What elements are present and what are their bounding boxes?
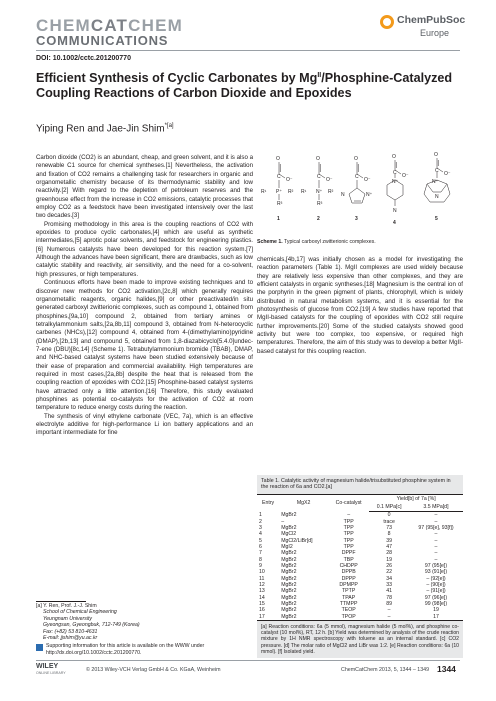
table-cell: 47 (386, 543, 392, 550)
title-superscript: II (317, 72, 322, 79)
table-cell: 17 (409, 614, 463, 621)
atom-label: R¹ (261, 189, 267, 195)
table-cell: MgBr2 (279, 614, 328, 621)
paragraph: Carbon dioxide (CO2) is an abundant, cheap, and green solvent, and it is also a renewable C1 source for chemical syntheses.[1] Nevertheless, the activation and fixation of CO2 remains a challenging task for researchers in organic and organometallic chemistry because of its thermodynamic stability and low reactivity.[2] With regard to the depletion of petroleum reserves and the greenhouse effect from the increase in CO2 emissions, catalytic processes that employ CO2 as a feedstock have been investigated intensively over the last two decades.[3] (36, 154, 253, 220)
table-caption: Table 1. Catalytic activity of magnesium halide/trisubstituted phosphine system in the reaction of 6a and CO2.[a] (257, 475, 463, 494)
author-names: Yiping Ren and Jae-Jin Shim (36, 123, 165, 135)
atom-label: O⁻ (364, 177, 371, 183)
table-cell: – (387, 607, 391, 614)
atom-label: R² (328, 189, 334, 195)
table-cell: TEOP (341, 607, 356, 614)
copyright: © 2013 Wiley-VCH Verlag GmbH & Co. KGaA, Weinheim (86, 667, 221, 673)
footnote-rule (36, 601, 86, 602)
table-cell: TPP (343, 518, 354, 525)
table-cell: 33 (386, 582, 392, 588)
table-cell: 5 (259, 537, 262, 544)
affiliation-line: Fax: (+82) 53 810-4631 (43, 628, 98, 635)
atom-label: O⁻ (402, 173, 409, 179)
table-cell: MgBr2 (281, 582, 297, 588)
table-cell: MgBr2 (281, 607, 297, 614)
atom-label: O⁻ (444, 171, 451, 177)
table-cell: MgBr2 (281, 575, 297, 582)
wiley-logo-sub: ONLINE LIBRARY (36, 671, 66, 675)
column-header: 3.5 MPa[d] (409, 503, 463, 512)
supporting-info-icon (36, 644, 43, 651)
compound-3 (349, 162, 365, 203)
atom-label: N⁺ (432, 179, 439, 185)
atom-label: O (316, 156, 320, 162)
table-cell: TPP (343, 531, 354, 538)
author-list (36, 123, 174, 134)
table-cell: 6 (259, 543, 262, 550)
table-cell: 12 (259, 582, 265, 588)
column-header: Yield[b] of 7a [%] (369, 494, 463, 503)
affiliation-line: Gyeongsan, Gyeongbuk, 712-749 (Korea) (43, 622, 140, 629)
table-cell: 99 (98[e]) (424, 601, 448, 608)
table-cell: – (434, 550, 438, 557)
publisher-region: Europe (420, 28, 450, 38)
table-cell: 34 (386, 575, 392, 582)
compound-label: 5 (435, 216, 438, 222)
table-cell: 89 (386, 601, 392, 608)
atom-label: O (354, 156, 358, 162)
table-cell: 9 (259, 562, 262, 569)
doi: DOI: 10.1002/cctc.201200770 (36, 55, 131, 62)
header-rule (36, 50, 460, 51)
table-cell: 0 (387, 512, 391, 519)
table-cell: 4 (259, 531, 262, 538)
column-header: 0.1 MPa[c] (369, 503, 409, 512)
atom-label: O (434, 152, 438, 158)
table-cell: trace (383, 518, 395, 525)
title-part: /Phosphine-Catalyzed Coupling Reactions of Carbon Dioxide and Epoxides (36, 71, 453, 101)
compound-label: 3 (355, 216, 358, 222)
paragraph: The synthesis of vinyl ethylene carbonate (VEC, 7a), which is an effective electrolyte additive for high-performance Li ion battery applications and an important intermediate for fine (36, 412, 253, 437)
table-cell: MgBr2 (281, 550, 297, 557)
table-cell: 73 (386, 524, 392, 531)
table-cell: MgBr2 (281, 594, 297, 601)
citation: ChemCatChem 2013, 5, 1344 – 1349 (341, 667, 430, 673)
paragraph: Continuous efforts have been made to improve existing techniques and to discover new methods for CO2 activation,[2c,8] which generally requires organometallic reagents, organic halides,[9] or other preactivated/in situ generated carboxyl zwitterionic complexes, such as compound 1, obtained from phosphines,[9a,10] compound 2, obtained from tertiary amines or tetralkylammonium salts,[2a,8b,11] compound 3, obtained from N-heterocyclic carbenes (NHCs),[12] compound 4, obtained from 4-(dimethylamino)pyridine (DMAP),[2b,13] and compound 5, obtained from 1,8-diazabicyclo[5.4.0]undec-7-ene (DBU)[8c,14] (Scheme 1). Tetrabutylammonium bromide (TBAB), DMAP, and NHC-based catalyst systems have been studied extensively because of their ease of preparation and commercial availability. High temperatures are required in most cases,[2a,8b] despite the heat that is released from the coupling reaction of epoxides with CO2.[15] Phosphine-based catalyst systems have attracted only a little attention.[16] Therefore, this study evaluated phosphines as potential co-catalysts for the activation of CO2 at room temperature to reduce energy costs during the reaction. (36, 279, 253, 412)
table-cell: MgBr2 (281, 588, 297, 595)
affiliation-line: School of Chemical Engineering (43, 609, 117, 616)
atom-label: C (277, 174, 281, 180)
table-cell: 78 (386, 594, 392, 601)
publisher-logo (380, 14, 466, 46)
table-cell: – (434, 512, 438, 519)
atom-label: C (317, 174, 321, 180)
table-cell: MgI2 (281, 543, 293, 550)
scheme-caption (257, 239, 376, 245)
table-cell: – (281, 518, 285, 525)
table-cell: MgBr2 (281, 569, 297, 576)
compound-label: 2 (317, 216, 320, 222)
scheme-caption-label: Scheme 1. (257, 239, 283, 245)
table-cell: 41 (386, 588, 392, 595)
affiliation-line: Yeungnam University (43, 615, 93, 622)
table-cell: 19 (433, 607, 439, 614)
table-cell: DPPB (341, 569, 356, 576)
atom-label: O (392, 154, 396, 160)
table-cell: MgBr2 (281, 601, 297, 608)
table-cell: – (347, 511, 351, 518)
table-cell: 16 (259, 607, 265, 614)
table-cell: – (434, 556, 438, 563)
column-header: MgX2 (279, 494, 328, 511)
atom-label: N (341, 192, 345, 198)
supporting-info (36, 643, 253, 656)
chempubsoc-icon (380, 15, 394, 29)
affiliation (36, 603, 253, 656)
table-cell: 13 (259, 588, 265, 595)
table-cell: MgBr2 (281, 511, 297, 518)
atom-label: C (435, 168, 439, 174)
table-cell: 8 (259, 556, 262, 563)
table-cell: MgCl2 (281, 531, 297, 538)
left-column (36, 154, 253, 438)
table-cell: 17 (257, 614, 279, 621)
table-footnote: [a] Reaction conditions: 6a (5 mmol), magnesium halide (5 mol%), and phosphine co-catalyst (10 mol%), RT, 12 h. [b] Yield was determined by analysis of the crude reaction mixture by 1H NMR spectroscopy with toluene as an internal standard. [c] CO2 pressure. [d] The molar ratio of MgCl2 and LiBr was 1:2. [e] Reaction conditions: 6a (10 mmol). [f] Isolated yield. (257, 621, 463, 658)
compound-label: 4 (393, 220, 396, 226)
table-cell: – (434, 531, 438, 538)
atom-label: R³ (277, 201, 283, 207)
table-cell: 97 (96[e]) (424, 594, 448, 601)
wiley-logo: WILEY (36, 663, 59, 670)
page-number: 1344 (437, 664, 456, 674)
title-part: Efficient Synthesis of Cyclic Carbonates by Mg (36, 71, 318, 86)
table-row (257, 512, 463, 519)
paragraph: Promising methodology in this area is the coupling reactions of CO2 with epoxides to produce cyclic carbonates,[4] which are useful as synthetic intermediates,[5] aprotic polar solvents, and feedstock for engineering plastics.[6] Numerous catalysts have been developed for this reaction system.[7] Although the advances have been significant, there are drawbacks, such as low catalytic stability and reactivity, air sensitivity, and the need for a co-solvent, high pressures, or high temperatures. (36, 220, 253, 278)
table-cell: 26 (386, 562, 392, 569)
table-cell: DPPP (341, 575, 356, 582)
table-cell: TPP (343, 543, 354, 550)
table-cell: – (369, 614, 409, 621)
table-1 (257, 475, 463, 658)
table-cell: 2 (259, 518, 262, 525)
table-cell: – (434, 518, 438, 525)
table-cell: 10 (259, 569, 265, 576)
footer-rule (36, 660, 460, 661)
table-cell: – (434, 537, 438, 544)
atom-label: O⁻ (326, 177, 333, 183)
supporting-info-text[interactable]: Supporting information for this article is available on the WWW under http://dx.doi.org/10.1002/cctc.201200770. (46, 643, 205, 656)
atom-label: C (355, 174, 359, 180)
table-cell: 22 (386, 569, 392, 576)
table-cell: TPP (343, 537, 354, 544)
journal-name-part: CHEM (36, 16, 91, 35)
table-cell: DPMPP (339, 582, 358, 588)
right-column (257, 256, 463, 356)
table-cell: 97 (95[e], 93[f]) (418, 524, 454, 531)
atom-label: N⁺ (392, 179, 399, 185)
author-marker: *[a] (164, 123, 174, 129)
compound-label: 1 (277, 216, 280, 222)
table-cell: 11 (259, 575, 265, 582)
table-cell: TTMPP (339, 601, 358, 608)
paragraph: chemicals,[4b,17] was initially chosen as a model for investigating the reaction parameters (Table 1). MgII complexes are used widely because they are relatively less expensive than other complexes, and they are efficient catalysts in organic syntheses.[18] Magnesium is the central ion of the porphyrin in the green pigment of plants, chlorophyll, which is widely distributed in natural metabolism systems, and it is essential for the photosynthesis of glucose from CO2.[19] A few studies have reported that MgII-based catalysts for the coupling of epoxides with CO2 still require further improvements.[20] Some of the studied catalysts showed good activity but were too complex, too expensive, or required high temperatures. Therefore, the aim of this study was to develop a better MgII-based catalyst for this coupling reaction. (257, 256, 463, 355)
atom-label: P⁺ (276, 189, 282, 195)
affiliation-line: E-mail: jjshim@yu.ac.kr (43, 635, 98, 642)
table-cell: 93 (91[e]) (424, 569, 448, 576)
atom-label: O⁻ (286, 177, 293, 183)
table-cell: 39 (386, 537, 392, 544)
scheme-caption-text: Typical carboxyl zwitterionic complexes. (282, 239, 376, 245)
table-cell: 28 (386, 550, 392, 557)
table-cell: MgBr2 (281, 524, 297, 531)
journal-name-part: CHEM (128, 16, 183, 35)
atom-label: C (393, 170, 397, 176)
atom-label: R¹ (301, 189, 307, 195)
table-cell: 14 (259, 594, 265, 601)
table-cell: 15 (259, 601, 265, 608)
table-cell: 8 (387, 531, 391, 538)
atom-label: O (276, 156, 280, 162)
atom-label: N⁺ (366, 192, 373, 198)
table-cell: 1 (259, 511, 262, 518)
column-header: Entry (257, 494, 279, 511)
data-table (257, 494, 463, 621)
table-cell: 7 (259, 550, 262, 557)
article-title (36, 68, 466, 101)
section-label: COMMUNICATIONS (36, 33, 169, 48)
table-cell: 97 (95[e]) (424, 562, 448, 569)
atom-label: N⁺ (316, 189, 323, 195)
atom-label: N (435, 194, 439, 200)
table-cell: TPP (343, 524, 354, 531)
atom-label: R² (288, 189, 294, 195)
table-cell: TPOP (328, 614, 369, 621)
table-cell: – (90[e]) (426, 582, 446, 588)
publisher-name: ChemPubSoc (397, 14, 466, 26)
table-cell: TPAP (342, 594, 356, 601)
table-cell: 3 (259, 524, 262, 531)
scheme-1-structures (257, 152, 463, 236)
atom-label: R³ (317, 201, 323, 207)
table-cell: 19 (386, 556, 392, 563)
table-cell: MgBr2 (281, 556, 297, 563)
table-cell: MgCl2/LiBr[d] (281, 537, 313, 544)
table-cell: TBP (343, 556, 354, 563)
atom-label: N (393, 208, 397, 214)
table-cell: – (92[e]) (426, 575, 446, 582)
journal-name-part: CAT (90, 16, 129, 35)
table-cell: TPTP (342, 588, 356, 595)
table-cell: – (91[e]) (426, 588, 446, 595)
table-cell: DPPF (341, 550, 356, 557)
column-header: Co-catalyst (328, 494, 369, 511)
table-cell: CHDPP (339, 562, 358, 569)
table-row (257, 614, 463, 621)
table-cell: MgBr2 (281, 562, 297, 569)
affiliation-line: [a] Y. Ren, Prof. J.-J. Shim (36, 603, 97, 609)
table-cell: – (434, 543, 438, 550)
